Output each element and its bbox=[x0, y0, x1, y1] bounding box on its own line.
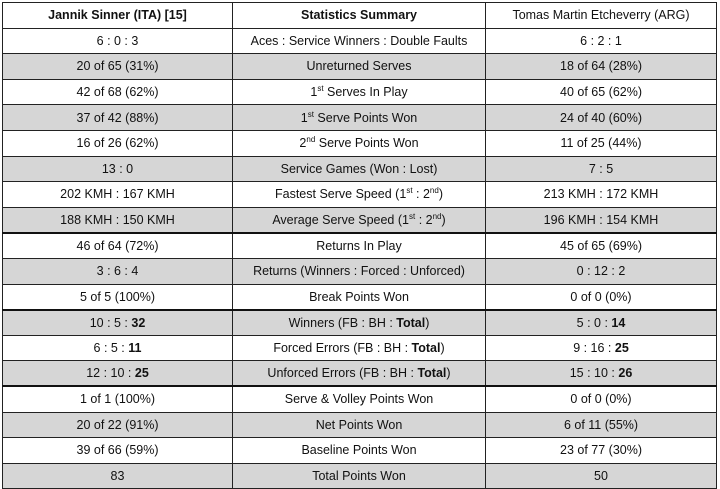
p2-value: 40 of 65 (62%) bbox=[486, 79, 717, 105]
stats-table-container bbox=[2, 2, 717, 489]
table-row-second-serve-points-won bbox=[3, 130, 717, 156]
stat-label: Forced Errors (FB : BH : Total) bbox=[233, 335, 486, 361]
p2-value: 23 of 77 (30%) bbox=[486, 438, 717, 464]
stat-label: Unforced Errors (FB : BH : Total) bbox=[233, 361, 486, 387]
player1-name: Jannik Sinner (ITA) [15] bbox=[3, 3, 233, 29]
p2-value: 6 of 11 (55%) bbox=[486, 412, 717, 438]
table-row-aces bbox=[3, 28, 717, 54]
table-row-returns-breakdown bbox=[3, 258, 717, 284]
table-row-returns-in-play bbox=[3, 233, 717, 259]
table-row-first-serves-in-play bbox=[3, 79, 717, 105]
stat-label: Winners (FB : BH : Total) bbox=[233, 310, 486, 336]
table-row-serve-volley-points-won bbox=[3, 386, 717, 412]
stat-label: 1st Serve Points Won bbox=[233, 105, 486, 131]
p1-value: 13 : 0 bbox=[3, 156, 233, 182]
p1-value: 188 KMH : 150 KMH bbox=[3, 207, 233, 233]
table-row-baseline-points-won bbox=[3, 438, 717, 464]
stat-label: Unreturned Serves bbox=[233, 54, 486, 80]
stat-label: Average Serve Speed (1st : 2nd) bbox=[233, 207, 486, 233]
table-row-forced-errors bbox=[3, 335, 717, 361]
table-row-net-points-won bbox=[3, 412, 717, 438]
stat-label: Returns In Play bbox=[233, 233, 486, 259]
p1-value: 3 : 6 : 4 bbox=[3, 258, 233, 284]
table-row-service-games bbox=[3, 156, 717, 182]
table-title: Statistics Summary bbox=[233, 3, 486, 29]
stat-label: 1st Serves In Play bbox=[233, 79, 486, 105]
p1-value: 6 : 5 : 11 bbox=[3, 335, 233, 361]
stat-label: Net Points Won bbox=[233, 412, 486, 438]
p2-value: 24 of 40 (60%) bbox=[486, 105, 717, 131]
p2-value: 0 of 0 (0%) bbox=[486, 386, 717, 412]
stat-label: Returns (Winners : Forced : Unforced) bbox=[233, 258, 486, 284]
p1-value: 83 bbox=[3, 463, 233, 489]
p2-value: 0 of 0 (0%) bbox=[486, 284, 717, 310]
p2-value: 196 KMH : 154 KMH bbox=[486, 207, 717, 233]
p1-value: 42 of 68 (62%) bbox=[3, 79, 233, 105]
p1-value: 1 of 1 (100%) bbox=[3, 386, 233, 412]
stat-label: Fastest Serve Speed (1st : 2nd) bbox=[233, 182, 486, 208]
p2-value: 45 of 65 (69%) bbox=[486, 233, 717, 259]
p1-value: 10 : 5 : 32 bbox=[3, 310, 233, 336]
p1-value: 39 of 66 (59%) bbox=[3, 438, 233, 464]
p2-value: 7 : 5 bbox=[486, 156, 717, 182]
table-row-total-points-won bbox=[3, 463, 717, 489]
table-row-break-points-won bbox=[3, 284, 717, 310]
stat-label: Total Points Won bbox=[233, 463, 486, 489]
p2-value: 18 of 64 (28%) bbox=[486, 54, 717, 80]
p1-value: 6 : 0 : 3 bbox=[3, 28, 233, 54]
stat-label: Serve & Volley Points Won bbox=[233, 386, 486, 412]
p2-value: 0 : 12 : 2 bbox=[486, 258, 717, 284]
p2-value: 15 : 10 : 26 bbox=[486, 361, 717, 387]
p2-value: 6 : 2 : 1 bbox=[486, 28, 717, 54]
p2-value: 50 bbox=[486, 463, 717, 489]
stat-label: Break Points Won bbox=[233, 284, 486, 310]
p2-value: 9 : 16 : 25 bbox=[486, 335, 717, 361]
p1-value: 20 of 22 (91%) bbox=[3, 412, 233, 438]
stat-label: Service Games (Won : Lost) bbox=[233, 156, 486, 182]
stat-label: 2nd Serve Points Won bbox=[233, 130, 486, 156]
player2-name: Tomas Martin Etcheverry (ARG) bbox=[486, 3, 717, 29]
p2-value: 5 : 0 : 14 bbox=[486, 310, 717, 336]
table-row-average-serve-speed bbox=[3, 207, 717, 233]
p2-value: 11 of 25 (44%) bbox=[486, 130, 717, 156]
p1-value: 20 of 65 (31%) bbox=[3, 54, 233, 80]
stat-label: Aces : Service Winners : Double Faults bbox=[233, 28, 486, 54]
p1-value: 46 of 64 (72%) bbox=[3, 233, 233, 259]
p1-value: 37 of 42 (88%) bbox=[3, 105, 233, 131]
table-header-row bbox=[3, 3, 717, 29]
stat-label: Baseline Points Won bbox=[233, 438, 486, 464]
p1-value: 202 KMH : 167 KMH bbox=[3, 182, 233, 208]
table-row-unreturned-serves bbox=[3, 54, 717, 80]
p2-value: 213 KMH : 172 KMH bbox=[486, 182, 717, 208]
p1-value: 5 of 5 (100%) bbox=[3, 284, 233, 310]
p1-value: 12 : 10 : 25 bbox=[3, 361, 233, 387]
statistics-summary-table bbox=[2, 2, 717, 489]
table-row-first-serve-points-won bbox=[3, 105, 717, 131]
table-row-winners bbox=[3, 310, 717, 336]
table-row-unforced-errors bbox=[3, 361, 717, 387]
p1-value: 16 of 26 (62%) bbox=[3, 130, 233, 156]
table-row-fastest-serve-speed bbox=[3, 182, 717, 208]
